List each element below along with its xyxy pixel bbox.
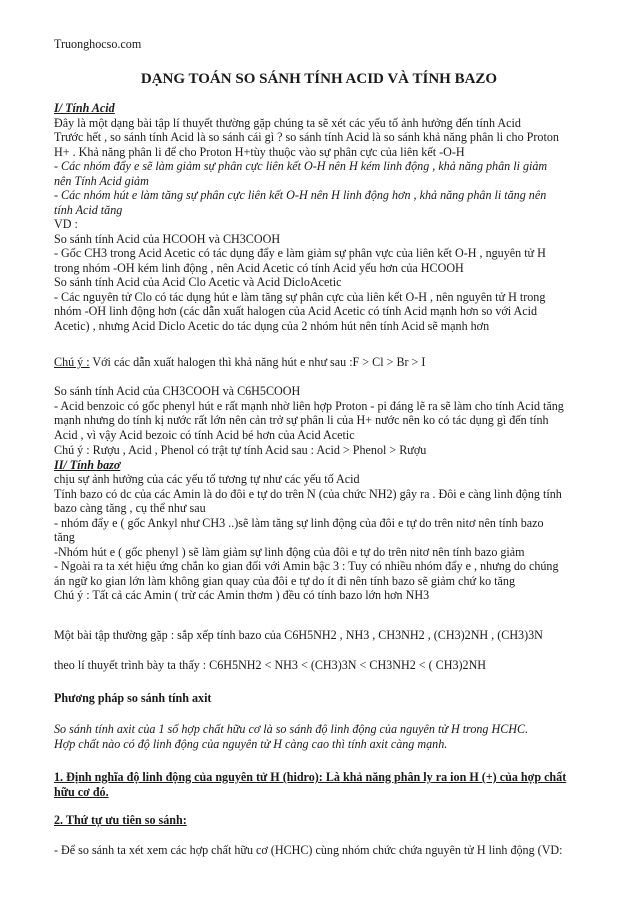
text-line: nên Tính Acid giảm — [54, 173, 149, 188]
text-line: Acetic) , nhưng Acid Diclo Acetic do tác dụng của 2 nhóm hút nên tính Acid sẽ mạnh hơn — [54, 318, 490, 333]
text-line: trong nhóm -OH kém linh động , nên Acid Acetic có tính Acid yếu hơn của HCOOH — [54, 260, 464, 275]
text-line: Tính bazo có dc của các Amin là do đôi e tự do trên N (của chức NH2) gây ra . Đôi e càng linh động tính — [54, 486, 562, 501]
priority-text — [54, 843, 599, 858]
text-line: - Các nhóm đẩy e sẽ làm giảm sự phân cực liên kết O-H nên H kém linh động , khả năng phân li giảm — [54, 159, 548, 173]
section-base-heading: II/ Tính bazơ — [54, 457, 121, 472]
text-line: - Các nguyên tử Clo có tác dụng hút e làm tăng sự phân cực của liên kết O-H , nên nguyên tử H trong — [54, 289, 546, 304]
note-text: Với các dẫn xuất halogen thì khả năng hút e như sau :F > Cl > Br > I — [89, 355, 426, 369]
page-title: DẠNG TOÁN SO SÁNH TÍNH ACID VÀ TÍNH BAZO — [140, 71, 498, 87]
text-line: bazo càng tăng , cụ thể như sau — [54, 501, 206, 515]
site-name: Truonghocso.com — [54, 37, 142, 51]
text-line: tính Acid tăng — [54, 202, 123, 217]
priority-block — [54, 813, 599, 828]
text-line: - Các nhóm hút e làm tăng sự phân cực liên kết O-H nên H linh động hơn , khả năng phân li tăng nên — [54, 188, 547, 202]
text-line: theo lí thuyết trình bày ta thấy : C6H5NH2 < NH3 < (CH3)3N < CH3NH2 < ( CH3)2NH — [54, 658, 487, 672]
method-heading: Phương pháp so sánh tính axit — [54, 691, 212, 705]
text-line: án ngữ ko gian lớn làm không gian quay của đôi e tự do ít đi nên tính bazo sẽ giảm chứ ko tăng — [54, 573, 516, 588]
method-heading-block — [54, 691, 599, 706]
definition-line: hữu cơ đó. — [54, 784, 109, 799]
text-line: Chú ý : Tất cả các Amin ( trừ các Amin thơm ) đều có tính bazo lớn hơn NH3 — [54, 588, 430, 602]
text-line: Chú ý : Rượu , Acid , Phenol có trật tự tính Acid sau : Acid > Phenol > Rượu — [54, 443, 427, 457]
text-line: So sánh tính Acid của Acid Clo Acetic và Acid DicloAcetic — [54, 275, 342, 289]
text-line: nhóm -OH linh động hơn (các dẫn xuất halogen của Acid Acetic có tính Acid mạnh hơn so với Acid — [54, 304, 538, 318]
text-line: - Acid benzoic có gốc phenyl hút e rất mạnh nhờ liên hợp Proton - pi đáng lẽ ra sẽ làm cho tính Acid tăng — [54, 398, 564, 413]
text-line: H+ . Khả năng phân li để cho Proton H+tùy thuộc vào sự phân cực của liên kết -O-H — [54, 144, 465, 159]
base-exercise — [54, 628, 599, 643]
section-acid-heading: I/ Tính Acid — [54, 101, 115, 115]
section-acid — [54, 101, 599, 333]
text-line: - Gốc CH3 trong Acid Acetic có tác dụng đẩy e làm giảm sự phân vực của liên kết O-H , nguyên tử H — [54, 246, 546, 260]
text-line: -Nhóm hút e ( gốc phenyl ) sẽ làm giảm sự linh động của đôi e tự do trên nitơ nên tính bazo giảm — [54, 544, 525, 559]
text-line: - Để so sánh ta xét xem các hợp chất hữu cơ (HCHC) cùng nhóm chức chứa nguyên tử H linh động (VD: — [54, 843, 563, 857]
benzoic-comparison — [54, 384, 599, 442]
text-line: - Ngoài ra ta xét hiệu ứng chắn ko gian đối với Amin bậc 3 : Tuy có nhiều nhóm đẩy e , nhưng do chúng — [54, 559, 559, 573]
text-line: So sánh tính axit của 1 số hợp chất hữu cơ là so sánh độ linh động của nguyên tử H trong HCHC. — [54, 722, 529, 736]
text-line: VD : — [54, 217, 78, 231]
text-line: Một bài tập thường gặp : sắp xếp tính bazo của C6H5NH2 , NH3 , CH3NH2 , (CH3)2NH , (CH3)3N — [54, 628, 543, 642]
base-theory — [54, 658, 599, 673]
text-line: So sánh tính Acid của HCOOH và CH3COOH — [54, 231, 281, 246]
method-intro — [54, 722, 599, 751]
section-base — [54, 443, 599, 603]
note-label: Chú ý : — [54, 355, 90, 369]
text-line: Trước hết , so sánh tính Acid là so sánh cái gì ? so sánh tính Acid là so sánh khả năng phân li cho Proton — [54, 130, 559, 144]
text-line: So sánh tính Acid của CH3COOH và C6H5COOH — [54, 384, 301, 398]
text-line: Đây là một dạng bài tập lí thuyết thường gặp chúng ta sẽ xét các yếu tố ảnh hưởng đến tính Acid — [54, 115, 521, 130]
text-line: Acid , vì vậy Acid bezoic có tính Acid bé hơn của Acid Acetic — [54, 427, 355, 442]
text-line: mạnh nhưng do tính kị nước rất lớn nên cản trở sự phân li của H+ nước nên ko có tác dụng gì đến tính — [54, 413, 549, 427]
priority-heading: 2. Thứ tự ưu tiên so sánh: — [54, 813, 187, 827]
text-line: Hợp chất nào có độ linh động của nguyên tử H càng cao thì tính axit càng mạnh. — [54, 736, 448, 751]
text-line: - nhóm đẩy e ( gốc Ankyl như CH3 ..)sẽ làm tăng sự linh động của đôi e tự do trên nitơ nên tính bazo — [54, 515, 544, 530]
definition-block — [54, 770, 599, 799]
definition-line: 1. Định nghĩa độ linh động của nguyên tử H (hidro): Là khả năng phân ly ra ion H (+) của hợp chất — [54, 770, 567, 784]
text-line: tăng — [54, 530, 75, 544]
note-line — [54, 355, 599, 370]
halogen-note — [54, 355, 599, 370]
text-line: chịu sự ảnh hưởng của các yếu tố tương tự như các yếu tố Acid — [54, 472, 360, 486]
